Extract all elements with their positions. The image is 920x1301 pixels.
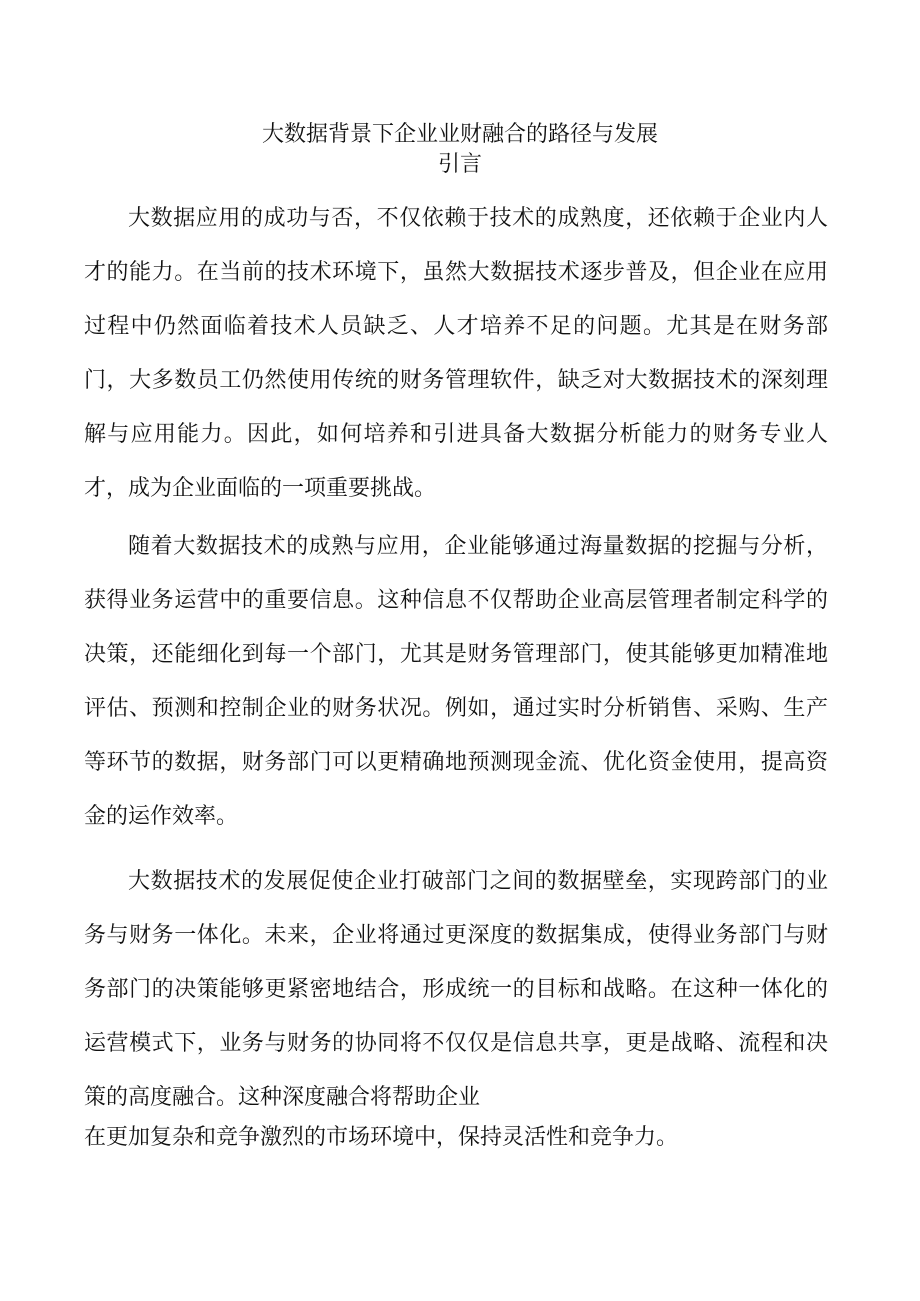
document-title: 大数据背景下企业业财融合的路径与发展 (261, 122, 658, 147)
paragraph-2: 随着大数据技术的成熟与应用，企业能够通过海量数据的挖掘与分析，获得业务运营中的重要信息。这种信息不仅帮助企业高层管理者制定科学的决策，还能细化到每一个部门，尤其是财务管理部门，使其能够更加精准地评估、预测和控制企业的财务状况。例如，通过实时分析销售、采购、生产等环节的数据，财务部门可以更精确地预测现金流、优化资金使用，提高资金的运作效率。 (84, 534, 828, 829)
paragraph-3-continuation: 在更加复杂和竞争激烈的市场环境中，保持灵活性和竞争力。 (84, 1125, 679, 1150)
paragraph-3: 大数据技术的发展促使企业打破部门之间的数据壁垒，实现跨部门的业务与财务一体化。未来，企业将通过更深度的数据集成，使得业务部门与财务部门的决策能够更紧密地结合，形成统一的目标和战略。在这种一体化的运营模式下，业务与财务的协同将不仅仅是信息共享，更是战略、流程和决策的高度融合。这种深度融合将帮助企业 (84, 869, 828, 1110)
paragraph-1: 大数据应用的成功与否，不仅依赖于技术的成熟度，还依赖于企业内人才的能力。在当前的技术环境下，虽然大数据技术逐步普及，但企业在应用过程中仍然面临着技术人员缺乏、人才培养不足的问题。尤其是在财务部门，大多数员工仍然使用传统的财务管理软件，缺乏对大数据技术的深刻理解与应用能力。因此，如何培养和引进具备大数据分析能力的财务专业人才，成为企业面临的一项重要挑战。 (84, 206, 828, 501)
section-heading: 引言 (437, 152, 482, 177)
